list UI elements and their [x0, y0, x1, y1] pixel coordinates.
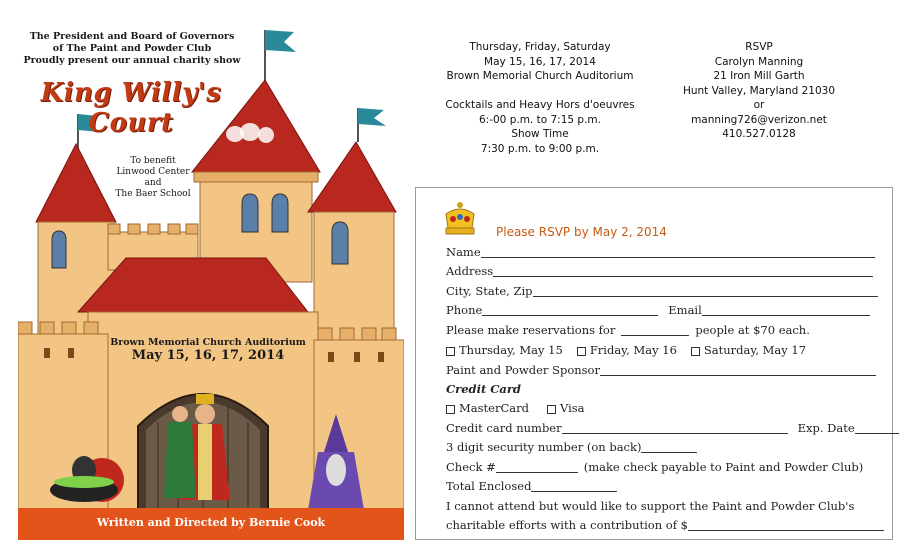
cocktails-label: Cocktails and Heavy Hors d'oeuvres: [445, 99, 635, 111]
poster-dates: May 15, 16, 17, 2014: [131, 348, 285, 363]
check-number-field[interactable]: [496, 462, 578, 473]
benefit-line: To benefit: [130, 156, 176, 166]
visa-option[interactable]: [547, 400, 585, 416]
event-dates: May 15, 16, 17, 2014: [484, 55, 596, 68]
benefit-line: The Baer School: [115, 189, 191, 199]
address-label: Address: [446, 264, 494, 278]
friday-option[interactable]: [577, 342, 677, 358]
city-label: City, State, Zip: [446, 284, 533, 298]
security-number-label: 3 digit security number (on back): [446, 440, 642, 454]
presenter-credit: [22, 31, 242, 67]
total-enclosed-label: Total Enclosed: [446, 479, 532, 493]
poster-venue: Brown Memorial Church Auditorium: [110, 337, 306, 348]
contribution-amount-field[interactable]: [688, 520, 884, 531]
show-title-line: Court: [88, 108, 174, 138]
contact-city: Hunt Valley, Maryland 21030: [682, 84, 836, 97]
friday-label: Friday, May 16: [589, 343, 677, 357]
saturday-label: Saturday, May 17: [703, 343, 807, 357]
thursday-checkbox[interactable]: [446, 347, 455, 356]
day-options-row: [446, 342, 806, 358]
exp-date-label: Exp. Date: [797, 421, 855, 435]
event-info: [436, 40, 644, 156]
mastercard-option[interactable]: [446, 400, 529, 416]
security-number-field[interactable]: [641, 442, 697, 453]
phone-field[interactable]: [482, 305, 658, 316]
check-payable-note: (make check payable to Paint and Powder Club): [583, 460, 864, 474]
show-title: [36, 78, 226, 138]
rsvp-contact: [676, 40, 842, 142]
city-row: [446, 283, 878, 299]
phone-label: Phone: [446, 303, 483, 317]
benefit-line: and: [144, 178, 162, 188]
total-row: [446, 478, 617, 494]
benefit-text: [98, 156, 208, 200]
mastercard-checkbox[interactable]: [446, 405, 455, 414]
address-field[interactable]: [493, 266, 873, 277]
event-spacer: [436, 84, 644, 99]
event-venue: Brown Memorial Church Auditorium: [446, 70, 634, 82]
card-type-row: [446, 400, 585, 416]
show-poster: [18, 22, 404, 540]
thursday-label: Thursday, May 15: [459, 343, 563, 357]
presenter-line: of The Paint and Powder Club: [52, 43, 212, 54]
presenter-line: The President and Board of Governors: [29, 31, 235, 42]
price-label: people at $70 each.: [695, 323, 810, 337]
total-enclosed-field[interactable]: [531, 481, 617, 492]
flag-icon: [265, 30, 296, 84]
reservations-row: [446, 322, 810, 338]
security-row: [446, 439, 697, 455]
friday-checkbox[interactable]: [577, 347, 586, 356]
check-number-label: Check #: [446, 460, 496, 474]
flag-icon: [358, 108, 386, 142]
sponsor-label: Paint and Powder Sponsor: [446, 363, 600, 377]
contact-phone: 410.527.0128: [722, 128, 796, 140]
name-field[interactable]: [481, 247, 875, 258]
name-row: [446, 244, 875, 260]
saturday-checkbox[interactable]: [691, 347, 700, 356]
visa-checkbox[interactable]: [547, 405, 556, 414]
benefit-line: Linwood Center: [116, 167, 190, 177]
sponsor-row: [446, 362, 876, 378]
contact-street: 21 Iron Mill Garth: [713, 70, 805, 82]
presenter-line: Proudly present our annual charity show: [23, 55, 241, 66]
credit-card-heading-row: [446, 381, 521, 397]
showtime-label: Show Time: [511, 128, 569, 140]
cocktails-time: 6:-00 p.m. to 7:15 p.m.: [479, 113, 601, 126]
name-label: Name: [446, 245, 481, 259]
showtime-time: 7:30 p.m. to 9:00 p.m.: [480, 142, 600, 155]
address-row: [446, 263, 873, 279]
reservations-label: Please make reservations for: [446, 323, 616, 337]
visa-label: Visa: [559, 401, 585, 415]
check-row: [446, 459, 863, 475]
event-days: Thursday, Friday, Saturday: [469, 41, 611, 53]
card-number-row: [446, 420, 899, 436]
contact-or: or: [753, 99, 765, 111]
credit-card-heading: Credit Card: [446, 382, 521, 396]
exp-date-field[interactable]: [855, 423, 899, 434]
poster-credit-line: Written and Directed by Bernie Cook: [96, 516, 326, 529]
phone-email-row: [446, 302, 870, 318]
email-field[interactable]: [702, 305, 870, 316]
card-number-label: Credit card number: [446, 421, 562, 435]
people-count-field[interactable]: [621, 325, 689, 336]
rsvp-heading: RSVP: [745, 41, 773, 53]
contribution-row-1: [446, 498, 854, 514]
contribution-text-2: charitable efforts with a contribution of $: [446, 518, 688, 532]
show-title-line: King Willy's: [40, 78, 222, 108]
contact-email[interactable]: manning726@verizon.net: [691, 113, 827, 126]
card-number-field[interactable]: [562, 423, 788, 434]
thursday-option[interactable]: [446, 342, 563, 358]
crown-icon: [440, 200, 480, 240]
email-label: Email: [668, 303, 702, 317]
city-state-zip-field[interactable]: [533, 286, 878, 297]
sponsor-field[interactable]: [600, 365, 876, 376]
saturday-option[interactable]: [691, 342, 806, 358]
contribution-row-2: [446, 517, 884, 533]
form-title: Please RSVP by May 2, 2014: [496, 225, 667, 239]
mastercard-label: MasterCard: [459, 401, 529, 415]
contact-name: Carolyn Manning: [714, 55, 804, 68]
contribution-text: I cannot attend but would like to support the Paint and Powder Club's: [446, 499, 855, 513]
